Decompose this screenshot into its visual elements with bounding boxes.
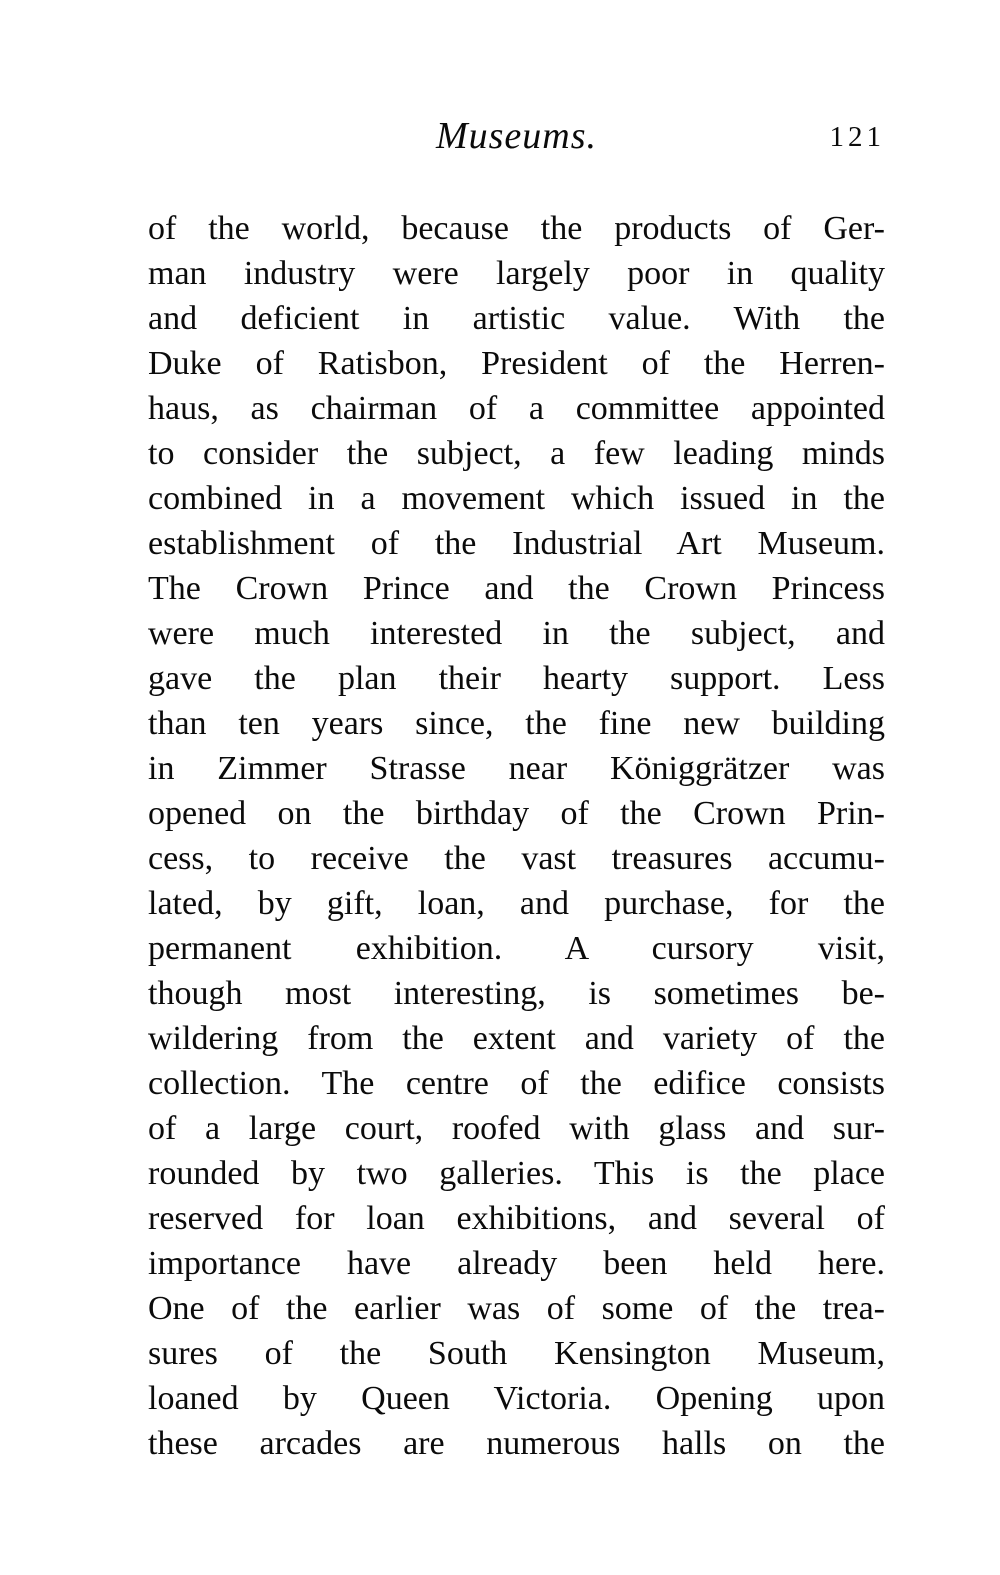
- text-line: and deficient in artistic value. With the: [148, 300, 885, 337]
- page-title: Museums.: [435, 115, 598, 157]
- text-line: rounded by two galleries. This is the place: [148, 1155, 885, 1192]
- text-line: permanent exhibition. A cursory visit,: [148, 930, 885, 967]
- text-line: were much interested in the subject, and: [148, 615, 885, 652]
- text-line: reserved for loan exhibitions, and several of: [148, 1200, 885, 1237]
- text-line: gave the plan their hearty support. Less: [148, 660, 885, 697]
- text-line: in Zimmer Strasse near Königgrätzer was: [148, 750, 885, 787]
- text-line: of the world, because the products of Ger-: [148, 210, 885, 247]
- text-line: collection. The centre of the edifice consists: [148, 1065, 885, 1102]
- text-line: lated, by gift, loan, and purchase, for the: [148, 885, 885, 922]
- text-line: though most interesting, is sometimes be-: [148, 975, 885, 1012]
- text-line: of a large court, roofed with glass and sur-: [148, 1110, 885, 1147]
- page-number: 121: [829, 121, 885, 153]
- text-line: cess, to receive the vast treasures accumu-: [148, 840, 885, 877]
- text-line: than ten years since, the fine new building: [148, 705, 885, 742]
- text-line: The Crown Prince and the Crown Princess: [148, 570, 885, 607]
- running-head: [148, 116, 885, 160]
- text-line: importance have already been held here.: [148, 1245, 885, 1282]
- text-line: to consider the subject, a few leading minds: [148, 435, 885, 472]
- text-line: loaned by Queen Victoria. Opening upon: [148, 1380, 885, 1417]
- text-line: establishment of the Industrial Art Museum.: [148, 525, 885, 562]
- text-line: opened on the birthday of the Crown Prin-: [148, 795, 885, 832]
- text-line: wildering from the extent and variety of the: [148, 1020, 885, 1057]
- text-line: man industry were largely poor in quality: [148, 255, 885, 292]
- text-line: Duke of Ratisbon, President of the Herren-: [148, 345, 885, 382]
- text-line: sures of the South Kensington Museum,: [148, 1335, 885, 1372]
- text-line: these arcades are numerous halls on the: [148, 1425, 885, 1462]
- page-text: [148, 206, 885, 1466]
- text-line: haus, as chairman of a committee appointed: [148, 390, 885, 427]
- text-line: combined in a movement which issued in the: [148, 480, 885, 517]
- text-line: One of the earlier was of some of the trea-: [148, 1290, 885, 1327]
